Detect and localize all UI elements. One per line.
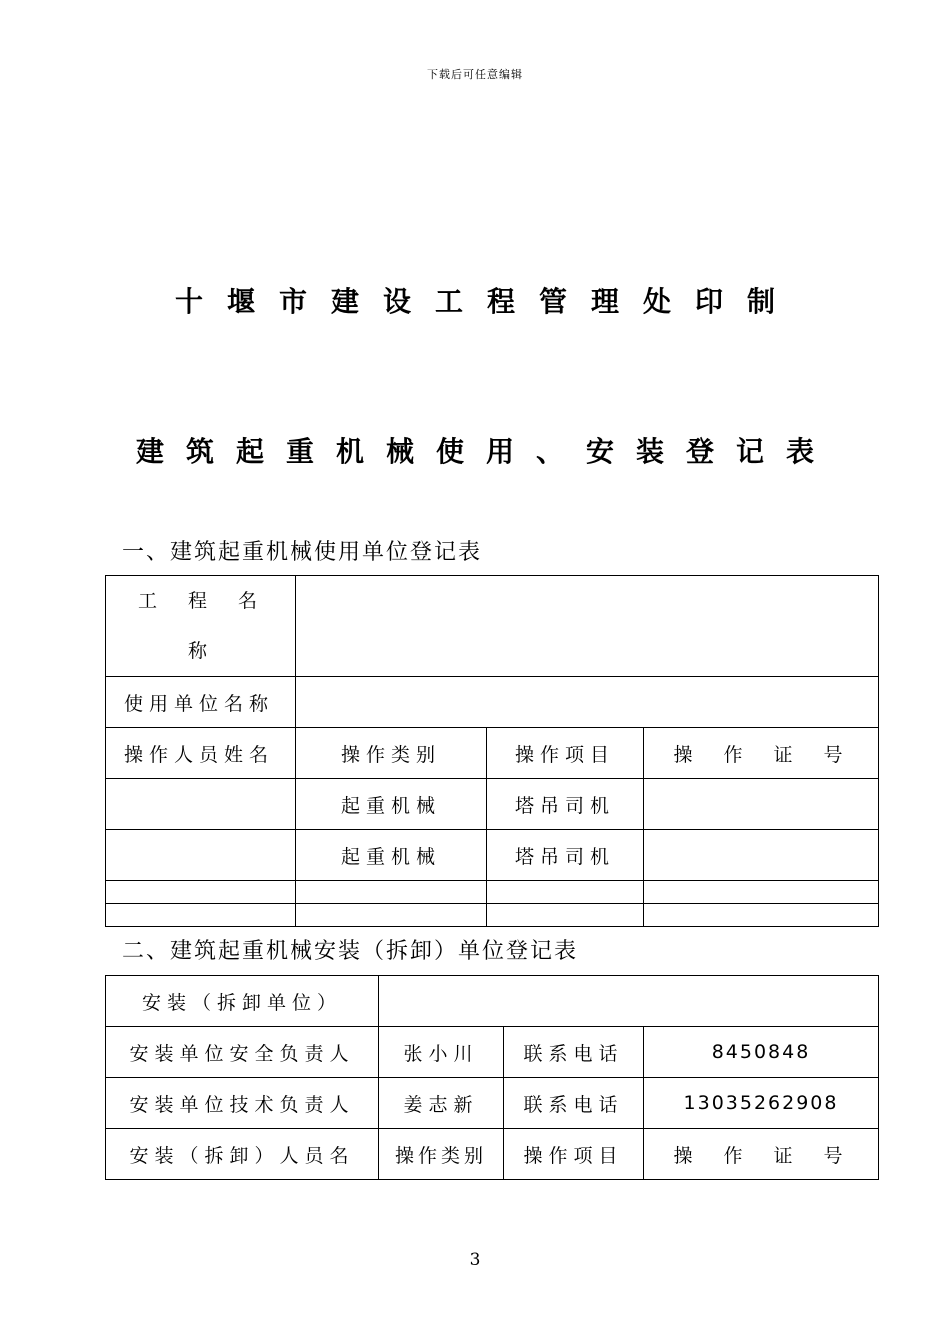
certificate-number-cell[interactable] [644, 830, 879, 881]
certificate-number-cell[interactable] [644, 881, 879, 904]
certificate-number-cell[interactable] [644, 779, 879, 830]
table-row [106, 881, 879, 904]
project-name-label [106, 576, 296, 677]
operation-item-cell[interactable] [487, 881, 644, 904]
project-name-label-line1: 工 程 名 [137, 590, 263, 612]
org-title: 十堰市建设工程管理处印制 [174, 285, 799, 318]
safety-phone-value: 8450848 [644, 1027, 879, 1078]
table-row [106, 830, 879, 881]
operation-category-cell[interactable] [296, 881, 487, 904]
table-row [106, 779, 879, 830]
operator-name-cell[interactable] [106, 904, 296, 927]
user-unit-label: 使用单位名称 [106, 677, 296, 728]
project-name-label-line2: 称 [187, 640, 213, 662]
tech-manager-row [106, 1078, 879, 1129]
project-name-value[interactable] [296, 576, 879, 677]
operation-category-cell: 起重机械 [296, 830, 487, 881]
col-operation-category: 操作类别 [296, 728, 487, 779]
tech-manager-name: 姜志新 [379, 1078, 504, 1129]
user-unit-table [105, 575, 879, 927]
table1-header-row [106, 728, 879, 779]
safety-phone-label: 联系电话 [504, 1027, 644, 1078]
form-title: 建筑起重机械使用、安装登记表 [135, 435, 836, 468]
install-unit-label: 安装（拆卸单位） [106, 976, 379, 1027]
col-certificate-number: 操 作 证 号 [644, 1129, 879, 1180]
user-unit-row [106, 677, 879, 728]
col-operation-category: 操作类别 [379, 1129, 504, 1180]
operation-item-cell: 塔吊司机 [487, 830, 644, 881]
header-note: 下载后可任意编辑 [427, 68, 523, 81]
safety-manager-label: 安装单位安全负责人 [106, 1027, 379, 1078]
col-operation-item: 操作项目 [504, 1129, 644, 1180]
page-number: 3 [469, 1250, 481, 1270]
operation-category-cell: 起重机械 [296, 779, 487, 830]
install-unit-row [106, 976, 879, 1027]
col-operator-name: 操作人员姓名 [106, 728, 296, 779]
col-installer-name: 安装（拆卸）人员名 [106, 1129, 379, 1180]
tech-phone-label: 联系电话 [504, 1078, 644, 1129]
operation-category-cell[interactable] [296, 904, 487, 927]
tech-manager-label: 安装单位技术负责人 [106, 1078, 379, 1129]
project-name-row [106, 576, 879, 677]
safety-manager-name: 张小川 [379, 1027, 504, 1078]
col-operation-item: 操作项目 [487, 728, 644, 779]
safety-manager-row [106, 1027, 879, 1078]
certificate-number-cell[interactable] [644, 904, 879, 927]
section2-heading: 二、建筑起重机械安装（拆卸）单位登记表 [122, 939, 579, 964]
tech-phone-value: 13035262908 [644, 1078, 879, 1129]
operator-name-cell[interactable] [106, 779, 296, 830]
col-certificate-number: 操 作 证 号 [644, 728, 879, 779]
operation-item-cell: 塔吊司机 [487, 779, 644, 830]
table2-header-row [106, 1129, 879, 1180]
user-unit-value[interactable] [296, 677, 879, 728]
table-row [106, 904, 879, 927]
install-unit-table [105, 975, 879, 1180]
install-unit-value[interactable] [379, 976, 879, 1027]
operator-name-cell[interactable] [106, 830, 296, 881]
operation-item-cell[interactable] [487, 904, 644, 927]
operator-name-cell[interactable] [106, 881, 296, 904]
section1-heading: 一、建筑起重机械使用单位登记表 [122, 540, 483, 565]
